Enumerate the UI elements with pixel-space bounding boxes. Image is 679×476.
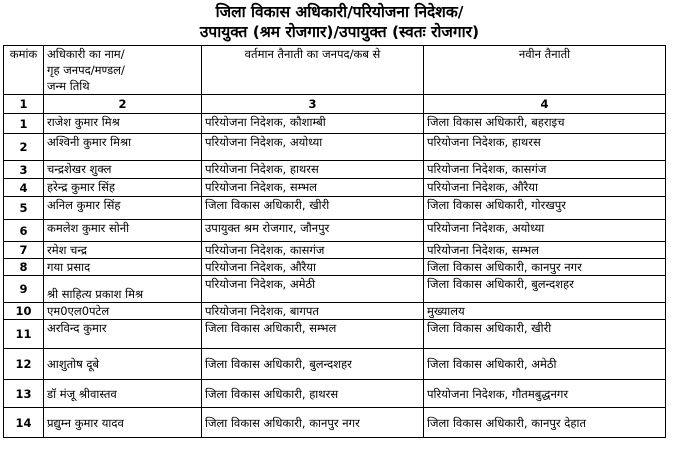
table-row	[4, 134, 666, 161]
officer-name: अरविन्द कुमार	[44, 320, 202, 349]
table-row	[4, 380, 666, 408]
new-posting: परियोजना निदेशक, कासगंज	[424, 161, 666, 179]
row-serial: 2	[4, 134, 44, 161]
new-posting: जिला विकास अधिकारी, गोरखपुर	[424, 197, 666, 220]
column-number: 1	[4, 95, 44, 114]
header-row	[4, 46, 666, 95]
officer-name: चन्द्रशेखर शुक्ल	[44, 161, 202, 179]
officer-name: डॉ मंजू श्रीवास्तव	[44, 380, 202, 408]
row-serial: 8	[4, 259, 44, 276]
new-posting: मुख्यालय	[424, 303, 666, 320]
officer-name: एम0एल0पटेल	[44, 303, 202, 320]
title-line-2: उपायुक्त (श्रम रोजगार)/उपायुक्त (स्वतः रोजगार)	[199, 23, 480, 41]
table-row	[4, 197, 666, 220]
current-posting: परियोजना निदेशक, औरैया	[202, 259, 424, 276]
current-posting: परियोजना निदेशक, सम्भल	[202, 179, 424, 197]
officer-name: राजेश कुमार मिश्र	[44, 114, 202, 134]
row-serial: 1	[4, 114, 44, 134]
new-posting: परियोजना निदेशक, गौतमबुद्धनगर	[424, 380, 666, 408]
officer-name: कमलेश कुमार सोनी	[44, 220, 202, 242]
current-posting: परियोजना निदेशक, अयोध्या	[202, 134, 424, 161]
table-row	[4, 408, 666, 438]
row-serial: 7	[4, 242, 44, 259]
current-posting: परियोजना निदेशक, हाथरस	[202, 161, 424, 179]
table-row	[4, 242, 666, 259]
new-posting: जिला विकास अधिकारी, कानपुर नगर	[424, 259, 666, 276]
new-posting: जिला विकास अधिकारी, बहराइच	[424, 114, 666, 134]
new-posting: परियोजना निदेशक, सम्भल	[424, 242, 666, 259]
current-posting: परियोजना निदेशक, कासगंज	[202, 242, 424, 259]
transfer-table	[3, 45, 666, 438]
header-officer-name	[44, 46, 202, 95]
table-row	[4, 276, 666, 303]
officer-name: श्री साहित्य प्रकाश मिश्र	[44, 276, 202, 303]
officer-name: प्रद्युम्न कुमार यादव	[44, 408, 202, 438]
current-posting: जिला विकास अधिकारी, कानपुर नगर	[202, 408, 424, 438]
officer-name: अश्विनी कुमार मिश्रा	[44, 134, 202, 161]
header-name-line-1: अधिकारी का नाम/	[47, 47, 125, 61]
current-posting: परियोजना निदेशक, कौशाम्बी	[202, 114, 424, 134]
current-posting: जिला विकास अधिकारी, खीरी	[202, 197, 424, 220]
row-serial: 14	[4, 408, 44, 438]
header-new-posting: नवीन तैनाती	[424, 46, 666, 95]
table-row	[4, 179, 666, 197]
row-serial: 5	[4, 197, 44, 220]
new-posting: जिला विकास अधिकारी, खीरी	[424, 320, 666, 349]
row-serial: 4	[4, 179, 44, 197]
current-posting: जिला विकास अधिकारी, बुलन्दशहर	[202, 349, 424, 380]
current-posting: परियोजना निदेशक, अमेठी	[202, 276, 424, 303]
row-serial: 3	[4, 161, 44, 179]
row-serial: 13	[4, 380, 44, 408]
officer-name: अनिल कुमार सिंह	[44, 197, 202, 220]
header-serial: कमांक	[4, 46, 44, 95]
new-posting: जिला विकास अधिकारी, कानपुर देहात	[424, 408, 666, 438]
title-line-1: जिला विकास अधिकारी/परियोजना निदेशक/	[215, 3, 464, 21]
row-serial: 6	[4, 220, 44, 242]
officer-name: रमेश चन्द्र	[44, 242, 202, 259]
new-posting: जिला विकास अधिकारी, बुलन्दशहर	[424, 276, 666, 303]
header-name-line-3: जन्म तिथि	[47, 79, 90, 93]
officer-name: आशुतोष दूबे	[44, 349, 202, 380]
column-number: 4	[424, 95, 666, 114]
table-row	[4, 114, 666, 134]
officer-name: हरेन्द्र कुमार सिंह	[44, 179, 202, 197]
table-row	[4, 349, 666, 380]
current-posting: उपायुक्त श्रम रोजगार, जौनपुर	[202, 220, 424, 242]
table-row	[4, 161, 666, 179]
officer-name: गया प्रसाद	[44, 259, 202, 276]
table-row	[4, 259, 666, 276]
current-posting: जिला विकास अधिकारी, हाथरस	[202, 380, 424, 408]
column-number-row	[4, 95, 666, 114]
new-posting: जिला विकास अधिकारी, अमेठी	[424, 349, 666, 380]
row-serial: 12	[4, 349, 44, 380]
new-posting: परियोजना निदेशक, अयोध्या	[424, 220, 666, 242]
header-current-posting: वर्तमान तैनाती का जनपद/कब से	[202, 46, 424, 95]
row-serial: 10	[4, 303, 44, 320]
table-row	[4, 303, 666, 320]
new-posting: परियोजना निदेशक, हाथरस	[424, 134, 666, 161]
header-name-line-2: गृह जनपद/मण्डल/	[47, 63, 125, 77]
row-serial: 11	[4, 320, 44, 349]
column-number: 2	[44, 95, 202, 114]
current-posting: परियोजना निदेशक, बागपत	[202, 303, 424, 320]
current-posting: जिला विकास अधिकारी, सम्भल	[202, 320, 424, 349]
table-row	[4, 320, 666, 349]
table-row	[4, 220, 666, 242]
document-title	[0, 0, 679, 42]
column-number: 3	[202, 95, 424, 114]
row-serial: 9	[4, 276, 44, 303]
new-posting: परियोजना निदेशक, औरैया	[424, 179, 666, 197]
